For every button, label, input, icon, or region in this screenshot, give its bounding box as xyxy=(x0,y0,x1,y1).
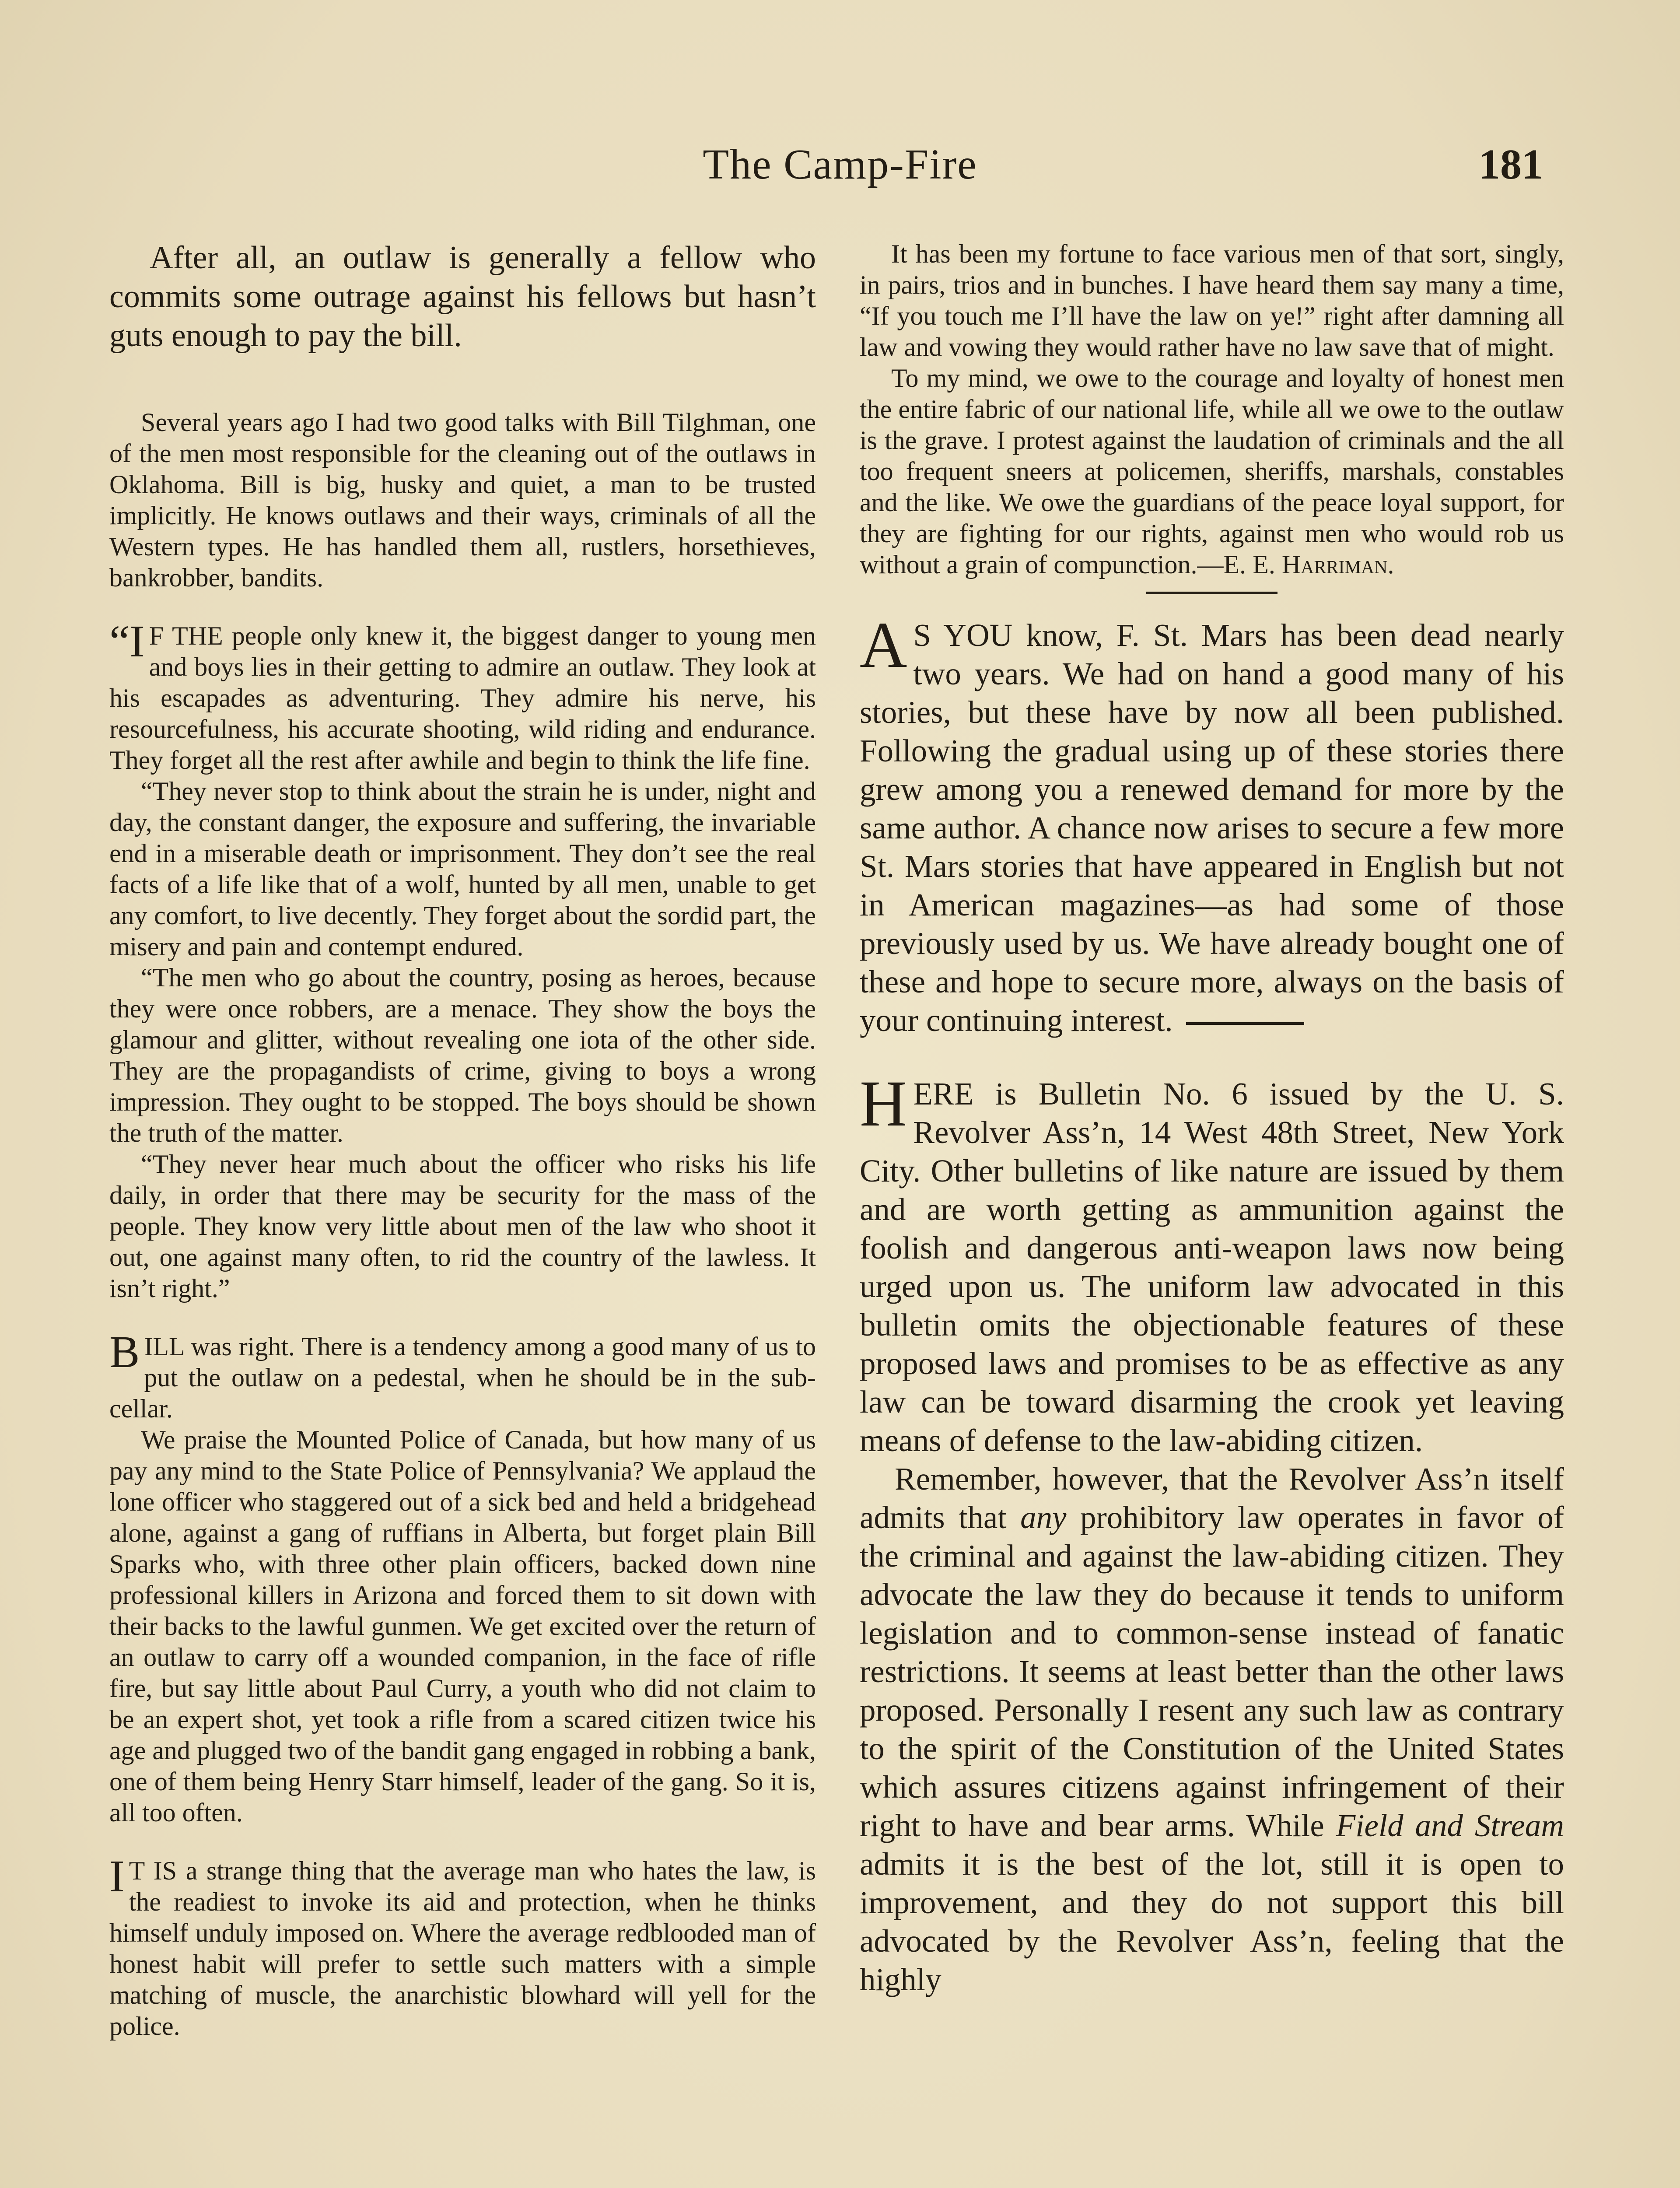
paragraph-text: ERE is Bulletin No. 6 issued by the U. S. Revolver Ass’n, 14 West 48th Street, New York City. Other bulletins of like nature are issued by them and are worth getting as ammunition against the foolish and dangerous anti-weapon laws now being urged upon us. The uniform law advocated in this bulletin omits the objectionable features of these proposed laws and promises to be as effective as any law can be toward disarming the crook yet leaving means of defense to the law-abiding citizen. xyxy=(860,1076,1564,1458)
page-number: 181 xyxy=(1479,141,1543,188)
paragraph-text: Remember, however, that the Revolver Ass’n itself admits that xyxy=(860,1461,1564,1535)
running-title: The Camp-Fire xyxy=(703,141,977,188)
section-divider xyxy=(1146,592,1278,594)
paragraph xyxy=(860,363,1564,580)
paragraph-text: ILL was right. There is a tendency among a good many of us to put the outlaw on a pedestal, when he should be in the sub-cellar. xyxy=(109,1332,816,1423)
emphasis: any xyxy=(1020,1500,1067,1535)
lead-paragraph: After all, an outlaw is generally a fellow who commits some outrage against his fellows but hasn’t guts enough to pay the bill. xyxy=(109,240,816,354)
lead-paragraph-block xyxy=(109,238,816,355)
publication-title: Field and Stream xyxy=(1336,1808,1564,1843)
paragraph-dropcap xyxy=(109,1851,816,2042)
paragraph: “The men who go about the country, posing as heroes, because they were once robbers, are a menace. They show the boys the glamour and glitter, without revealing one iota of the other side. They are the propagandists of crime, giving to boys a wrong impression. They ought to be stopped. The boys should be shown the truth of the matter. xyxy=(109,963,816,1147)
left-column xyxy=(109,238,816,2042)
drop-cap: I xyxy=(109,1851,125,1901)
paragraph-text: S YOU know, F. St. Mars has been dead nearly two years. We had on hand a good many of his stories, but these have by now all been published. Following the gradual using up of these stories there grew among you a renewed demand for more by the same author. A chance now arises to secure a few more St. Mars stories that have appeared in English but not in American magazines—as had some of those previously used by us. We have already bought one of these and hope to secure more, always on the basis of your continuing interest. xyxy=(860,617,1564,1038)
paragraph: It has been my fortune to face various men of that sort, singly, in pairs, trios and in bunches. I have heard them say many a time, “If you touch me I’ll have the law on ye!” right after damning all law and vowing they would rather have no law save that of might. xyxy=(860,239,1564,361)
right-column xyxy=(860,238,1564,1999)
paragraph: We praise the Mounted Police of Canada, but how many of us pay any mind to the State Police of Pennsylvania? We applaud the lone officer who staggered out of a sick bed and held a bridgehead alone, against a gang of ruffians in Alberta, but forget plain Bill Sparks who, with three other plain officers, backed down nine professional killers in Arizona and forced them to sit down with their backs to the lawful gunmen. We get excited over the return of an outlaw to carry off a wounded companion, in the face of rifle fire, but say little about Paul Curry, a youth who did not claim to be an expert shot, yet took a rifle from a scared citizen twice his age and plugged two of the bandit gang engaged in robbing a bank, one of them being Henry Starr himself, leader of the gang. So it is, all too often. xyxy=(109,1425,816,1827)
drop-cap: B xyxy=(109,1327,140,1377)
drop-cap: “I xyxy=(109,616,145,666)
paragraph-text: prohibitory law operates in favor of the criminal and against the law-abiding citizen. They advocate the law they do because it tends to uniform legislation and to common-sense instead of fanatic restrictions. It seems at least better than the other laws proposed. Personally I resent any such law as contrary to the spirit of the Constitution of the United States which assures citizens against infringement of their right to have and bear arms. While xyxy=(860,1500,1564,1843)
paragraph-dropcap xyxy=(109,616,816,776)
paragraph: Several years ago I had two good talks with Bill Tilghman, one of the men most responsible for the cleaning out of the outlaws in Oklahoma. Bill is big, husky and quiet, a man to be trusted implicitly. He knows outlaws and their ways, criminals of all the Western types. He has handled them all, rustlers, horsethieves, bankrobber, bandits. xyxy=(109,408,816,592)
paragraph-text: F THE people only knew it, the biggest danger to young men and boys lies in their getting to admire an outlaw. They look at his escapades as adventuring. They admire his nerve, his resourcefulness, his accurate shooting, wild riding and endurance. They forget all the rest after awhile and begin to think the life fine. xyxy=(109,621,816,775)
paragraph: “They never stop to think about the strain he is under, night and day, the constant danger, the exposure and suffering, the invariable end in a miserable death or imprisonment. They don’t see the real facts of a life like that of a wolf, hunted by all men, unable to get any comfort, to live decently. They forget about the sordid part, the misery and pain and contempt endured. xyxy=(109,777,816,961)
paragraph-dropcap xyxy=(109,1327,816,1424)
paragraph-dropcap xyxy=(860,1067,1564,1460)
paragraph-dropcap xyxy=(860,609,1564,1040)
drop-cap: H xyxy=(860,1067,907,1140)
paragraph-text: admits it is the best of the lot, still it is open to improvement, and they do not support this bill advocated by the Revolver Ass’n, feeling that the highly xyxy=(860,1846,1564,1997)
paragraph xyxy=(860,1460,1564,1999)
paragraph-text: To my mind, we owe to the courage and loyalty of honest men the entire fabric of our national life, while all we owe to the outlaw is the grave. I protest against the laudation of criminals and the all too frequent sneers at policemen, sheriffs, marshals, constables and the like. We owe the guardians of the peace loyal support, for they are fighting for our rights, against men who would rob us without a grain of compunction. xyxy=(860,364,1564,579)
running-head xyxy=(0,131,1680,193)
paragraph: “They never hear much about the officer who risks his life daily, in order that there may be security for the mass of the people. They know very little about men of the law who shoot it out, one against many often, to rid the country of the lawless. It isn’t right.” xyxy=(109,1150,816,1303)
paragraph-text: T IS a strange thing that the average man who hates the law, is the readiest to invoke its aid and protection, when he thinks himself unduly imposed on. Where the average redblooded man of honest habit will prefer to settle such matters with a simple matching of muscle, the anarchistic blowhard will yell for the police. xyxy=(109,1856,816,2041)
section-end-rule xyxy=(1186,1022,1304,1025)
signature: —E. E. Harriman. xyxy=(1197,550,1394,579)
drop-cap: A xyxy=(860,609,907,681)
